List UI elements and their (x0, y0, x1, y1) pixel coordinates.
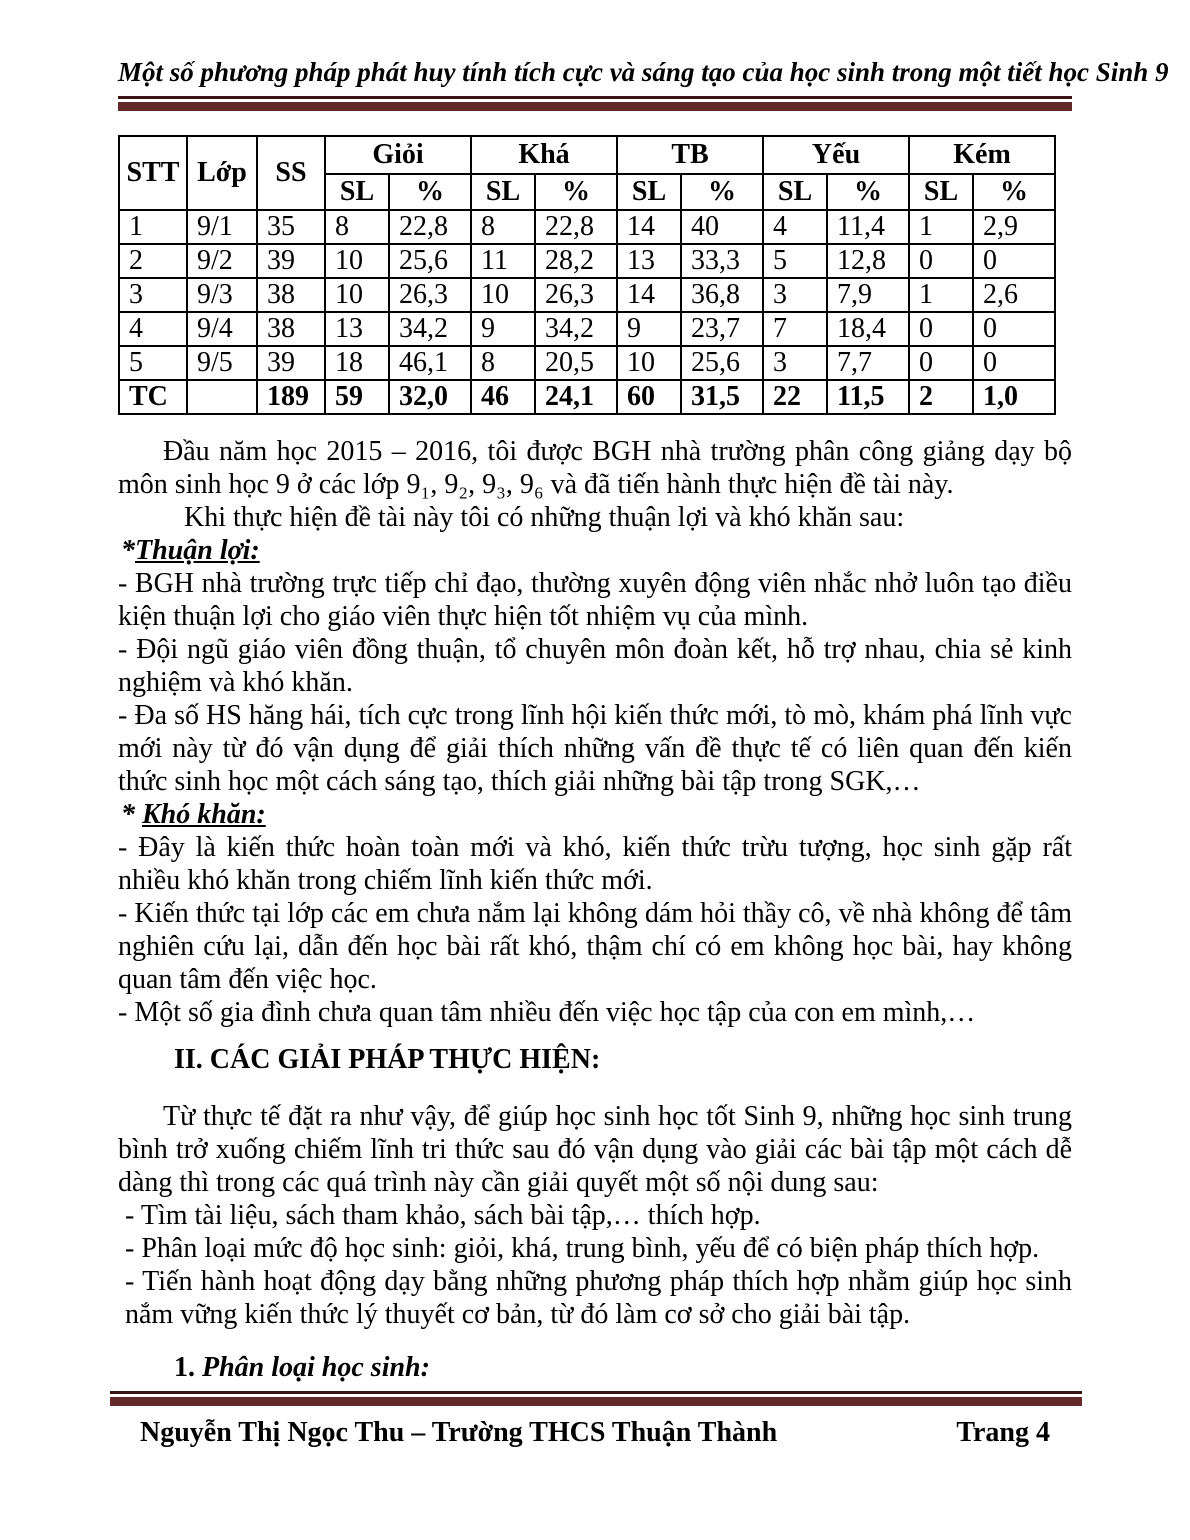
table-cell: 0 (973, 346, 1055, 380)
difficulty-item: - Kiến thức tại lớp các em chưa nắm lại không dám hỏi thầy cô, về nhà không để tâm nghiên cứu lại, dẫn đến học bài rất khó, thậm chí có em không học bài, hay không quan tâm đến việc học. (118, 898, 1072, 995)
header-rule-thin-line (118, 96, 1072, 99)
difficulties-heading-star: * (121, 799, 142, 830)
table-cell: 40 (681, 210, 763, 244)
intro-paragraph: Đầu năm học 2015 – 2016, tôi được BGH nhà trường phân công giảng dạy bộ môn sinh học 9 ở các lớp 9₁, 9₂, 9₃, 9₆ và đã tiến hành thực hiện đề tài này. (118, 436, 1072, 500)
page-footer (110, 1391, 1082, 1449)
footer-rule-thick-line (110, 1397, 1082, 1406)
table-cell: 10 (325, 278, 389, 312)
table-cell: 9/5 (187, 346, 257, 380)
table-cell: 14 (617, 278, 681, 312)
table-cell: 2 (119, 244, 187, 278)
table-total-row (119, 380, 1055, 414)
table-cell: 10 (471, 278, 535, 312)
table-cell: 12,8 (827, 244, 909, 278)
table-cell: 34,2 (535, 312, 617, 346)
table-cell: 11 (471, 244, 535, 278)
table-cell: 31,5 (681, 380, 763, 414)
advantage-item: - BGH nhà trường trực tiếp chỉ đạo, thường xuyên động viên nhắc nhở luôn tạo điều kiện thuận lợi cho giáo viên thực hiện tốt nhiệm vụ của mình. (118, 568, 1072, 632)
table-cell: 60 (617, 380, 681, 414)
group-header-gioi: Giỏi (325, 136, 471, 174)
results-table-body (119, 210, 1055, 414)
table-cell: 0 (909, 312, 973, 346)
group-header-tb: TB (617, 136, 763, 174)
section2-item: - Phân loại mức độ học sinh: giỏi, khá, trung bình, yếu để có biện pháp thích hợp. (125, 1233, 1040, 1264)
subsection-heading (118, 1351, 1072, 1384)
difficulty-item: - Đây là kiến thức hoàn toàn mới và khó, kiến thức trừu tượng, học sinh gặp rất nhiều khó khăn trong chiếm lĩnh kiến thức mới. (118, 832, 1072, 896)
header-rule-thick-line (118, 102, 1072, 111)
table-cell: 11,5 (827, 380, 909, 414)
footer-text (110, 1417, 1082, 1449)
table-cell: 46 (471, 380, 535, 414)
table-cell: 7,9 (827, 278, 909, 312)
table-cell: 3 (119, 278, 187, 312)
page-header (118, 56, 1169, 111)
table-cell: 11,4 (827, 210, 909, 244)
table-cell: 3 (763, 278, 827, 312)
table-cell: 3 (763, 346, 827, 380)
advantages-heading (118, 534, 1072, 567)
table-cell: 9/1 (187, 210, 257, 244)
table-cell: 14 (617, 210, 681, 244)
table-cell: 4 (763, 210, 827, 244)
table-cell: 0 (909, 244, 973, 278)
subheader-pct: % (973, 174, 1055, 210)
footer-author: Nguyễn Thị Ngọc Thu – Trường THCS Thuận Thành (140, 1417, 778, 1448)
table-cell: 2,6 (973, 278, 1055, 312)
table-cell: 0 (909, 346, 973, 380)
table-cell: 1 (119, 210, 187, 244)
table-cell: 5 (119, 346, 187, 380)
table-cell: 24,1 (535, 380, 617, 414)
subheader-pct: % (389, 174, 471, 210)
advantage-item: - Đội ngũ giáo viên đồng thuận, tổ chuyên môn đoàn kết, hỗ trợ nhau, chia sẻ kinh nghiệm và khó khăn. (118, 634, 1072, 698)
table-cell: 10 (325, 244, 389, 278)
table-row (119, 312, 1055, 346)
subheader-sl: SL (617, 174, 681, 210)
group-header-kha: Khá (471, 136, 617, 174)
table-cell: 32,0 (389, 380, 471, 414)
table-cell: 8 (471, 346, 535, 380)
table-cell: 22,8 (389, 210, 471, 244)
group-header-kem: Kém (909, 136, 1055, 174)
table-row (119, 346, 1055, 380)
advantage-item: - Đa số HS hăng hái, tích cực trong lĩnh hội kiến thức mới, tò mò, khám phá lĩnh vực mới này từ đó vận dụng để giải thích những vấn đề thực tế có liên quan đến kiến thức sinh học một cách sáng tạo, thích giải những bài tập trong SGK,… (118, 700, 1072, 797)
section2-heading: II. CÁC GIẢI PHÁP THỰC HIỆN: (174, 1044, 601, 1075)
table-cell: 1 (909, 278, 973, 312)
subheader-sl: SL (325, 174, 389, 210)
table-row (119, 210, 1055, 244)
col-header-ss: SS (257, 136, 325, 210)
table-cell: 2,9 (973, 210, 1055, 244)
results-table-head (119, 136, 1055, 210)
header-rule (118, 96, 1072, 111)
table-cell: 9/4 (187, 312, 257, 346)
table-cell: 18,4 (827, 312, 909, 346)
table-cell: 18 (325, 346, 389, 380)
table-row (119, 278, 1055, 312)
table-cell: 20,5 (535, 346, 617, 380)
table-cell: 1 (909, 210, 973, 244)
table-cell: 10 (617, 346, 681, 380)
subsection-label: Phân loại học sinh: (195, 1352, 430, 1383)
subsection-number: 1. (174, 1352, 195, 1383)
table-cell: 25,6 (389, 244, 471, 278)
table-cell: 25,6 (681, 346, 763, 380)
section2-item: - Tiến hành hoạt động dạy bằng những phương pháp thích hợp nhằm giúp học sinh nắm vững kiến thức lý thuyết cơ bản, từ đó làm cơ sở cho giải bài tập. (125, 1266, 1072, 1330)
table-cell: 39 (257, 346, 325, 380)
table-cell: 34,2 (389, 312, 471, 346)
table-cell: TC (119, 380, 187, 414)
subheader-pct: % (827, 174, 909, 210)
intro-paragraph-2: Khi thực hiện đề tài này tôi có những thuận lợi và khó khăn sau: (184, 502, 905, 533)
table-cell: 0 (973, 312, 1055, 346)
results-table (118, 135, 1056, 415)
table-header-row (119, 136, 1055, 174)
group-header-yeu: Yếu (763, 136, 909, 174)
difficulties-heading (118, 798, 1072, 831)
table-cell: 26,3 (535, 278, 617, 312)
table-cell: 8 (471, 210, 535, 244)
table-cell: 36,8 (681, 278, 763, 312)
section2-intro: Từ thực tế đặt ra như vậy, để giúp học sinh học tốt Sinh 9, những học sinh trung bình trở xuống chiếm lĩnh tri thức sau đó vận dụng vào giải các bài tập một cách dễ dàng thì trong các quá trình này cần giải quyết một số nội dung sau: (118, 1101, 1072, 1198)
footer-page-number: Trang 4 (956, 1417, 1050, 1448)
table-cell: 189 (257, 380, 325, 414)
table-cell: 22,8 (535, 210, 617, 244)
table-row (119, 244, 1055, 278)
subheader-sl: SL (763, 174, 827, 210)
table-cell: 2 (909, 380, 973, 414)
footer-rule (110, 1391, 1082, 1406)
document-body (118, 435, 1072, 1384)
subheader-sl: SL (909, 174, 973, 210)
col-header-lop: Lớp (187, 136, 257, 210)
header-title: Một số phương pháp phát huy tính tích cực và sáng tạo của học sinh trong một tiết học Sinh 9 (118, 57, 1169, 87)
table-cell: 8 (325, 210, 389, 244)
table-cell: 5 (763, 244, 827, 278)
difficulty-item: - Một số gia đình chưa quan tâm nhiều đến việc học tập của con em mình,… (118, 997, 976, 1028)
table-cell: 7,7 (827, 346, 909, 380)
table-cell (187, 380, 257, 414)
table-cell: 35 (257, 210, 325, 244)
table-cell: 13 (617, 244, 681, 278)
table-cell: 39 (257, 244, 325, 278)
table-cell: 9/2 (187, 244, 257, 278)
section2-item: - Tìm tài liệu, sách tham khảo, sách bài tập,… thích hợp. (125, 1200, 761, 1231)
table-cell: 38 (257, 278, 325, 312)
table-cell: 9/3 (187, 278, 257, 312)
subheader-pct: % (681, 174, 763, 210)
subheader-pct: % (535, 174, 617, 210)
table-cell: 46,1 (389, 346, 471, 380)
table-cell: 9 (617, 312, 681, 346)
table-cell: 13 (325, 312, 389, 346)
table-cell: 59 (325, 380, 389, 414)
table-cell: 7 (763, 312, 827, 346)
table-cell: 22 (763, 380, 827, 414)
table-cell: 33,3 (681, 244, 763, 278)
table-cell: 28,2 (535, 244, 617, 278)
table-cell: 1,0 (973, 380, 1055, 414)
table-cell: 23,7 (681, 312, 763, 346)
table-cell: 4 (119, 312, 187, 346)
col-header-stt: STT (119, 136, 187, 210)
advantages-heading-label: Thuận lợi: (135, 535, 260, 566)
table-cell: 38 (257, 312, 325, 346)
table-cell: 9 (471, 312, 535, 346)
difficulties-heading-label: Khó khăn: (142, 799, 266, 830)
subheader-sl: SL (471, 174, 535, 210)
table-cell: 0 (973, 244, 1055, 278)
footer-rule-thin-line (110, 1391, 1082, 1394)
advantages-heading-star: * (121, 535, 135, 566)
table-cell: 26,3 (389, 278, 471, 312)
